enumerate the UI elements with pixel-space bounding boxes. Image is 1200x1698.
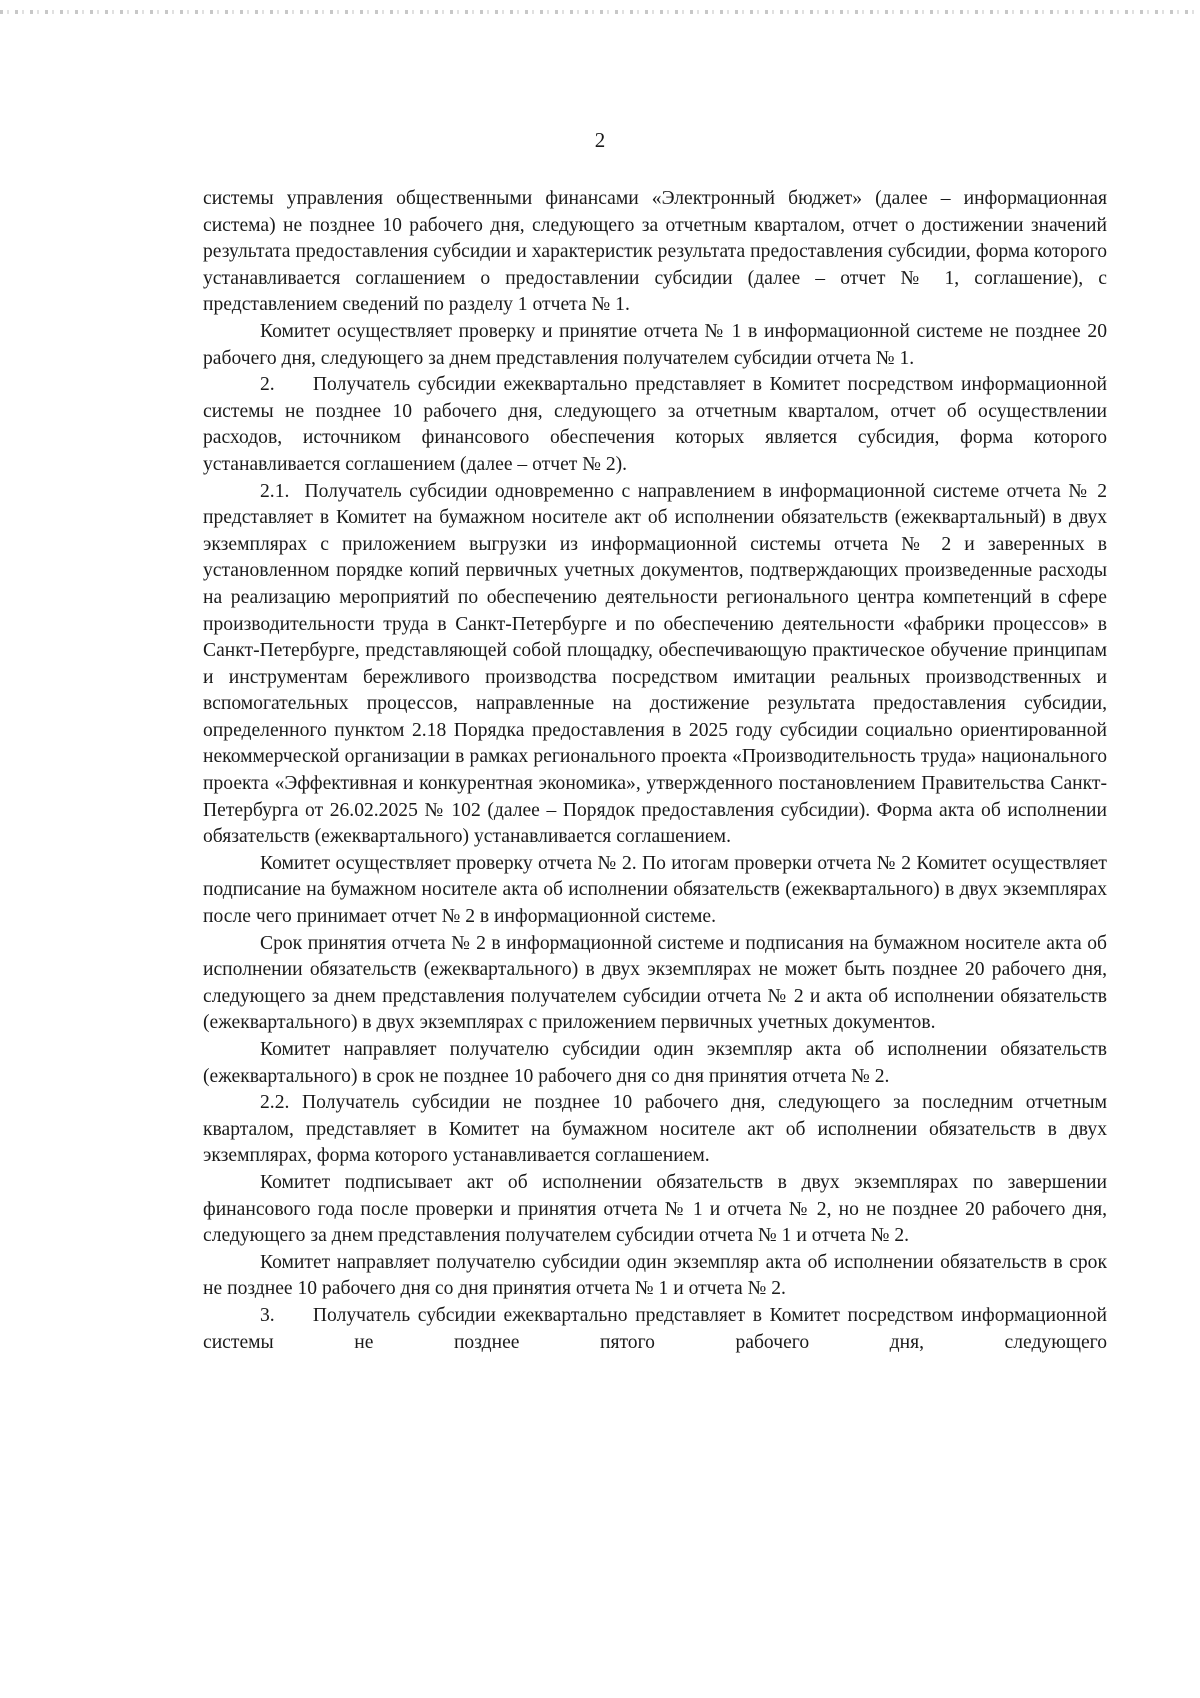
scan-edge-artifact [0,10,1200,14]
paragraph-report-1-check: Комитет осуществляет проверку и принятие отчета № 1 в информационной системе не позднее 20 рабочего дня, следующего за днем представления получателем субсидии отчета № 1. [203,320,1107,369]
paragraph-act-copy-quarterly: Комитет направляет получателю субсидии один экземпляр акта об исполнении обязательств (ежеквартального) в срок не позднее 10 рабочего дня со дня принятия отчета № 2. [203,1039,1107,1087]
paragraph-act-copy-annual: Комитет направляет получателю субсидии один экземпляр акта об исполнении обязательств в срок не позднее 10 рабочего дня со дня принятия отчета № 1 и отчета № 2. [203,1251,1107,1300]
paragraph-item-3: 3. Получатель субсидии ежеквартально представляет в Комитет посредством информационной системы не позднее пятого рабочего дня, следующего [203,1304,1107,1353]
paragraph-item-2-2: 2.2. Получатель субсидии не позднее 10 рабочего дня, следующего за последним отчетным кварталом, представляет в Комитет на бумажном носителе акт об исполнении обязательств в двух экземплярах, форма которого устанавливается соглашением. [203,1092,1107,1167]
paragraph-item-2-1: 2.1. Получатель субсидии одновременно с направлением в информационной системе отчета № 2 представляет в Комитет на бумажном носителе акт об исполнении обязательств (ежеквартальный) в двух экземплярах с приложением выгрузки из информационной системы отчета № 2 и заверенных в установленном порядке копий первичных учетных документов, подтверждающих произведенные расходы на реализацию мероприятий по обеспечению деятельности регионального центра компетенций в сфере производительности труда в Санкт-Петербурге и по обеспечению деятельности «фабрики процессов» в Санкт-Петербурге, представляющей собой площадку, обеспечивающую практическое обучение принципам и инструментам бережливого производства посредством имитации реальных производственных и вспомогательных процессов, направленные на достижение результата предоставления субсидии, определенного пунктом 2.18 Порядка предоставления в 2025 году субсидии социально ориентированной некоммерческой организации в рамках регионального проекта «Производительность труда» национального проекта «Эффективная и конкурентная экономика», утвержденного постановлением Правительства Санкт-Петербурга от 26.02.2025 № 102 (далее – Порядок предоставления субсидии). Форма акта об исполнении обязательств (ежеквартального) устанавливается соглашением. [203,480,1107,848]
page-number: 2 [594,128,606,152]
paragraph-item-2: 2. Получатель субсидии ежеквартально представляет в Комитет посредством информационной системы не позднее 10 рабочего дня, следующего за отчетным кварталом, отчет об осуществлении расходов, источником финансового обеспечения которых является субсидия, форма которого устанавливается соглашением (далее – отчет № 2). [203,374,1107,475]
paragraph-report-2-check: Комитет осуществляет проверку отчета № 2. По итогам проверки отчета № 2 Комитет осуществляет подписание на бумажном носителе акта об исполнении обязательств (ежеквартального) в двух экземплярах после чего принимает отчет № 2 в информационной системе. [203,852,1107,928]
document-body [203,186,1107,1356]
paragraph-act-signing: Комитет подписывает акт об исполнении обязательств в двух экземплярах по завершении финансового года после проверки и принятия отчета № 1 и отчета № 2, но не позднее 20 рабочего дня, следующего за днем представления получателем субсидии отчета № 1 и отчета № 2. [203,1171,1107,1247]
paragraph-report-2-deadline: Срок принятия отчета № 2 в информационной системе и подписания на бумажном носителе акта об исполнении обязательств (ежеквартального) в двух экземплярах не может быть позднее 20 рабочего дня, следующего за днем представления получателем субсидии отчета № 2 и акта об исполнении обязательств (ежеквартального) в двух экземплярах с приложением первичных учетных документов. [203,932,1107,1034]
paragraph-continuation: системы управления общественными финансами «Электронный бюджет» (далее – информационная система) не позднее 10 рабочего дня, следующего за отчетным кварталом, отчет о достижении значений результата предоставления субсидии и характеристик результата предоставления субсидии, форма которого устанавливается соглашением о предоставлении субсидии (далее – отчет № 1, соглашение), с представлением сведений по разделу 1 отчета № 1. [203,188,1107,316]
